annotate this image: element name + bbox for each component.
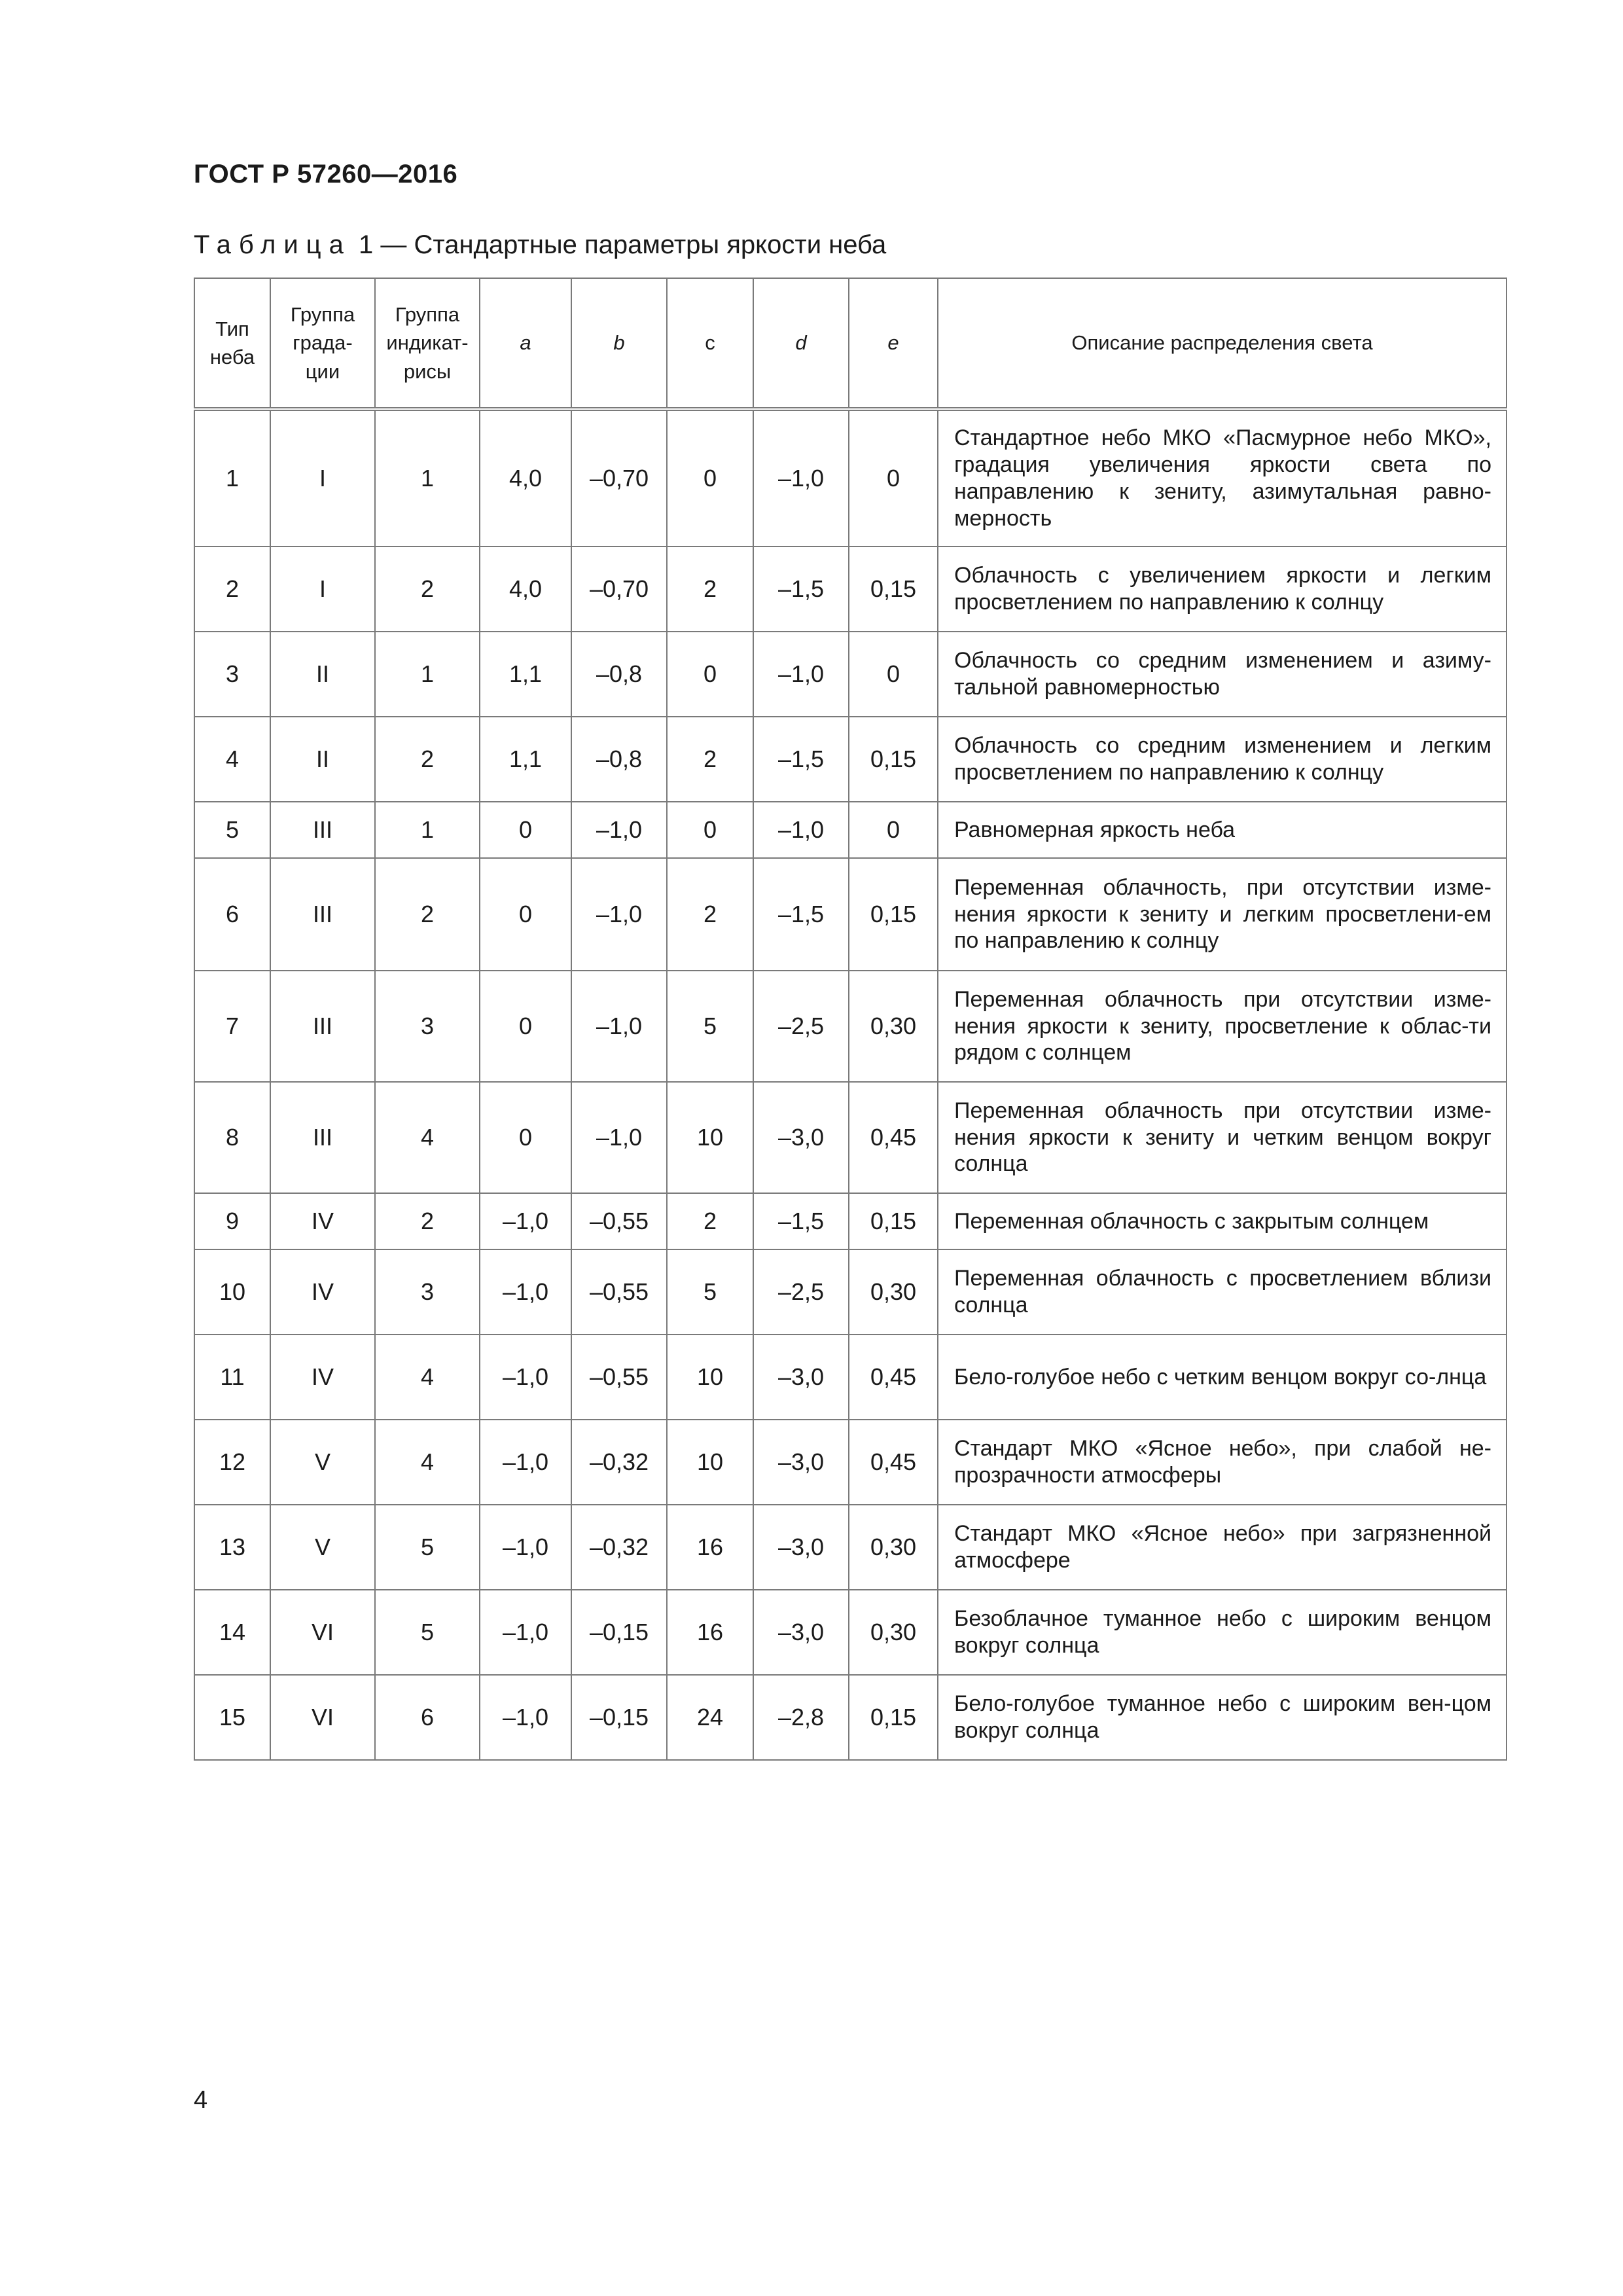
cell-gradation-group: III [270,971,375,1082]
cell-gradation-group: IV [270,1193,375,1249]
table-row [194,1193,1507,1249]
cell-e: 0,30 [849,1505,938,1590]
cell-b: –0,70 [571,547,667,632]
table-row [194,1675,1507,1760]
header-a: a [480,278,571,409]
cell-description: Бело-голубое туманное небо с широким вен-цом вокруг солнца [938,1675,1507,1760]
cell-description: Переменная облачность при отсутствии изме-нения яркости к зениту и четким венцом вокруг солнца [938,1082,1507,1193]
cell-d: –3,0 [753,1082,849,1193]
header-indicatrix-group: Группа индикат- рисы [375,278,480,409]
cell-b: –0,15 [571,1675,667,1760]
cell-a: –1,0 [480,1420,571,1505]
header-b: b [571,278,667,409]
cell-indicatrix-group: 5 [375,1505,480,1590]
cell-gradation-group: I [270,547,375,632]
cell-b: –0,55 [571,1249,667,1335]
cell-description: Облачность с увеличением яркости и легким просветлением по направлению к солнцу [938,547,1507,632]
table-row [194,1335,1507,1420]
cell-a: –1,0 [480,1675,571,1760]
table-header-row [194,278,1507,409]
cell-a: –1,0 [480,1335,571,1420]
cell-description: Равномерная яркость неба [938,802,1507,858]
cell-description: Стандартное небо МКО «Пасмурное небо МКО», градация увеличения яркости света по направлению к зениту, азимутальная равно-мерность [938,409,1507,547]
cell-sky-type: 3 [194,632,270,717]
cell-d: –1,5 [753,547,849,632]
cell-description: Переменная облачность при отсутствии изме-нения яркости к зениту, просветление к облас-ти рядом с солнцем [938,971,1507,1082]
cell-e: 0,15 [849,1193,938,1249]
cell-sky-type: 12 [194,1420,270,1505]
cell-gradation-group: II [270,632,375,717]
cell-e: 0 [849,802,938,858]
cell-a: –1,0 [480,1193,571,1249]
cell-sky-type: 4 [194,717,270,802]
cell-gradation-group: IV [270,1249,375,1335]
cell-indicatrix-group: 3 [375,971,480,1082]
cell-b: –0,32 [571,1420,667,1505]
cell-c: 0 [667,802,753,858]
cell-c: 10 [667,1082,753,1193]
header-description: Описание распределения света [938,278,1507,409]
cell-sky-type: 8 [194,1082,270,1193]
cell-a: 0 [480,1082,571,1193]
cell-d: –2,5 [753,971,849,1082]
table-row [194,409,1507,547]
cell-indicatrix-group: 4 [375,1335,480,1420]
cell-sky-type: 11 [194,1335,270,1420]
cell-d: –2,5 [753,1249,849,1335]
document-code: ГОСТ Р 57260—2016 [194,160,458,188]
cell-d: –2,8 [753,1675,849,1760]
cell-description: Переменная облачность, при отсутствии изме-нения яркости к зениту и легким просветлени-ем по направлению к солнцу [938,858,1507,971]
header-c: c [667,278,753,409]
cell-c: 16 [667,1590,753,1675]
table-row [194,632,1507,717]
cell-indicatrix-group: 5 [375,1590,480,1675]
cell-c: 5 [667,1249,753,1335]
table-row [194,971,1507,1082]
cell-gradation-group: II [270,717,375,802]
cell-e: 0,15 [849,717,938,802]
cell-indicatrix-group: 4 [375,1420,480,1505]
cell-c: 16 [667,1505,753,1590]
header-gradation-group: Группа града- ции [270,278,375,409]
cell-indicatrix-group: 6 [375,1675,480,1760]
cell-d: –3,0 [753,1505,849,1590]
cell-e: 0,30 [849,971,938,1082]
cell-gradation-group: III [270,1082,375,1193]
cell-gradation-group: V [270,1505,375,1590]
cell-indicatrix-group: 2 [375,717,480,802]
cell-indicatrix-group: 2 [375,858,480,971]
table-row [194,802,1507,858]
cell-a: 0 [480,802,571,858]
sky-parameters-table [194,278,1507,1761]
cell-description: Облачность со средним изменением и легким просветлением по направлению к солнцу [938,717,1507,802]
cell-a: 4,0 [480,409,571,547]
cell-sky-type: 14 [194,1590,270,1675]
cell-description: Переменная облачность с просветлением вблизи солнца [938,1249,1507,1335]
cell-b: –1,0 [571,1082,667,1193]
cell-indicatrix-group: 3 [375,1249,480,1335]
cell-e: 0,30 [849,1249,938,1335]
cell-c: 2 [667,717,753,802]
cell-a: 1,1 [480,632,571,717]
cell-c: 2 [667,1193,753,1249]
cell-description: Переменная облачность с закрытым солнцем [938,1193,1507,1249]
cell-d: –1,0 [753,632,849,717]
header-d: d [753,278,849,409]
cell-d: –3,0 [753,1335,849,1420]
cell-gradation-group: III [270,802,375,858]
header-e: e [849,278,938,409]
cell-a: –1,0 [480,1249,571,1335]
cell-b: –0,32 [571,1505,667,1590]
cell-gradation-group: V [270,1420,375,1505]
table-caption-prefix: Таблица [194,230,351,259]
cell-sky-type: 15 [194,1675,270,1760]
cell-gradation-group: III [270,858,375,971]
cell-sky-type: 1 [194,409,270,547]
cell-sky-type: 5 [194,802,270,858]
table-row [194,1505,1507,1590]
table-row [194,1249,1507,1335]
cell-b: –1,0 [571,971,667,1082]
cell-c: 24 [667,1675,753,1760]
page-number: 4 [194,2087,208,2114]
cell-description: Облачность со средним изменением и азиму-тальной равномерностью [938,632,1507,717]
cell-gradation-group: I [270,409,375,547]
cell-indicatrix-group: 4 [375,1082,480,1193]
cell-gradation-group: IV [270,1335,375,1420]
cell-b: –0,55 [571,1335,667,1420]
cell-d: –1,0 [753,802,849,858]
cell-d: –3,0 [753,1420,849,1505]
cell-a: –1,0 [480,1505,571,1590]
header-sky-type: Тип неба [194,278,270,409]
cell-b: –1,0 [571,802,667,858]
table-row [194,717,1507,802]
cell-indicatrix-group: 1 [375,632,480,717]
cell-gradation-group: VI [270,1590,375,1675]
table-caption-title: — Стандартные параметры яркости неба [380,230,887,259]
cell-sky-type: 13 [194,1505,270,1590]
cell-description: Бело-голубое небо с четким венцом вокруг со-лнца [938,1335,1507,1420]
cell-a: 4,0 [480,547,571,632]
cell-e: 0 [849,632,938,717]
table-row [194,1082,1507,1193]
cell-a: 0 [480,858,571,971]
cell-c: 2 [667,547,753,632]
cell-b: –0,55 [571,1193,667,1249]
cell-d: –1,5 [753,858,849,971]
cell-d: –1,5 [753,1193,849,1249]
cell-description: Стандарт МКО «Ясное небо», при слабой не-прозрачности атмосферы [938,1420,1507,1505]
table-row [194,858,1507,971]
cell-e: 0 [849,409,938,547]
cell-description: Безоблачное туманное небо с широким венцом вокруг солнца [938,1590,1507,1675]
cell-e: 0,15 [849,547,938,632]
cell-indicatrix-group: 1 [375,409,480,547]
cell-e: 0,15 [849,1675,938,1760]
cell-a: 0 [480,971,571,1082]
cell-c: 10 [667,1335,753,1420]
cell-d: –1,0 [753,409,849,547]
cell-e: 0,45 [849,1335,938,1420]
cell-d: –1,5 [753,717,849,802]
cell-c: 0 [667,409,753,547]
cell-e: 0,45 [849,1420,938,1505]
cell-indicatrix-group: 1 [375,802,480,858]
cell-sky-type: 10 [194,1249,270,1335]
cell-a: –1,0 [480,1590,571,1675]
table-row [194,1590,1507,1675]
cell-sky-type: 2 [194,547,270,632]
cell-e: 0,15 [849,858,938,971]
cell-sky-type: 7 [194,971,270,1082]
cell-e: 0,30 [849,1590,938,1675]
table-row [194,1420,1507,1505]
cell-indicatrix-group: 2 [375,547,480,632]
cell-sky-type: 9 [194,1193,270,1249]
cell-d: –3,0 [753,1590,849,1675]
cell-c: 5 [667,971,753,1082]
table-caption [194,230,886,260]
cell-c: 2 [667,858,753,971]
cell-b: –1,0 [571,858,667,971]
table-row [194,547,1507,632]
cell-gradation-group: VI [270,1675,375,1760]
table-caption-number: 1 [358,230,374,259]
cell-e: 0,45 [849,1082,938,1193]
cell-c: 10 [667,1420,753,1505]
cell-b: –0,8 [571,717,667,802]
cell-indicatrix-group: 2 [375,1193,480,1249]
cell-description: Стандарт МКО «Ясное небо» при загрязненной атмосфере [938,1505,1507,1590]
cell-sky-type: 6 [194,858,270,971]
cell-a: 1,1 [480,717,571,802]
cell-b: –0,70 [571,409,667,547]
cell-c: 0 [667,632,753,717]
cell-b: –0,8 [571,632,667,717]
cell-b: –0,15 [571,1590,667,1675]
